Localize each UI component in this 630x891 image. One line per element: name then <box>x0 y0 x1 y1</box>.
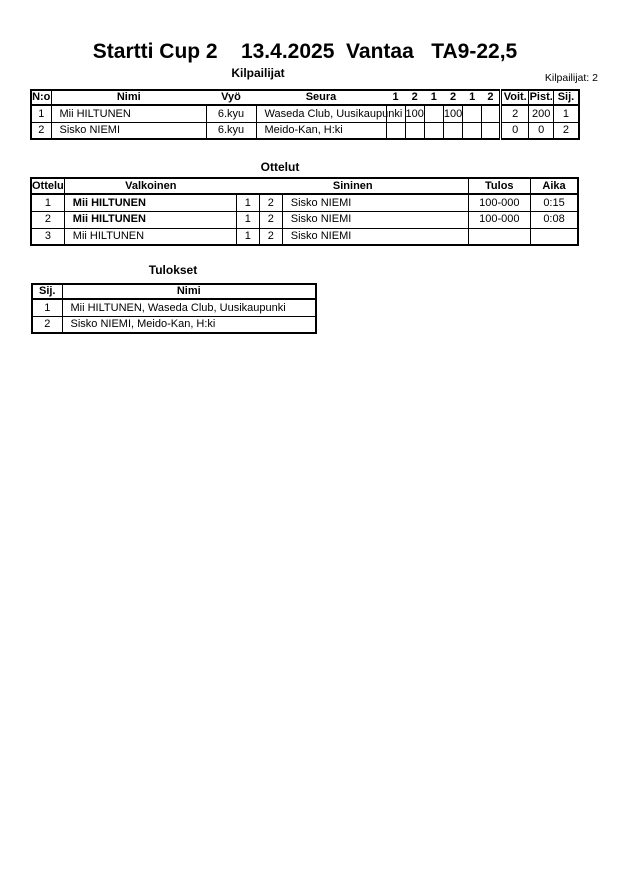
competitor-belt: 6.kyu <box>206 105 256 122</box>
white-number: 1 <box>236 194 259 211</box>
result-row <box>32 299 316 316</box>
place-header: Sij. <box>32 284 62 299</box>
belt-header: Vyö <box>206 90 256 105</box>
score-cell <box>463 105 482 122</box>
results-table <box>31 283 317 334</box>
result-cell <box>468 228 530 245</box>
competitor-row <box>31 122 579 139</box>
points-cell: 0 <box>529 122 554 139</box>
match-row <box>31 211 578 228</box>
result-cell: 100-000 <box>468 211 530 228</box>
competitor-row <box>31 105 579 122</box>
competitors-table <box>30 89 580 140</box>
name-header: Nimi <box>62 284 316 299</box>
time-cell: 0:15 <box>530 194 578 211</box>
white-number: 1 <box>236 211 259 228</box>
score-header: 2 <box>405 90 424 105</box>
white-number: 1 <box>236 228 259 245</box>
result-row <box>32 316 316 333</box>
place-cell: 2 <box>554 122 579 139</box>
competitor-count: Kilpailijat: 2 <box>544 72 598 84</box>
score-cell <box>424 122 443 139</box>
blue-competitor: Sisko NIEMI <box>282 228 468 245</box>
section-title-tulokset: Tulokset <box>148 263 198 277</box>
white-competitor: Mii HILTUNEN <box>64 211 236 228</box>
place-cell: 1 <box>554 105 579 122</box>
match-row <box>31 194 578 211</box>
white-competitor: Mii HILTUNEN <box>64 228 236 245</box>
time-cell: 0:08 <box>530 211 578 228</box>
matches-header-row <box>31 178 578 194</box>
competitors-header-row <box>31 90 579 105</box>
blue-number: 2 <box>259 211 282 228</box>
score-cell <box>424 105 443 122</box>
score-cell: 100 <box>443 105 462 122</box>
points-cell: 200 <box>529 105 554 122</box>
score-header: 1 <box>424 90 443 105</box>
match-number-header: Ottelu <box>31 178 64 194</box>
results-header-row <box>32 284 316 299</box>
score-cell: 100 <box>405 105 424 122</box>
section-title-ottelut: Ottelut <box>260 160 300 174</box>
score-cell <box>405 122 424 139</box>
match-number: 3 <box>31 228 64 245</box>
club-header: Seura <box>256 90 386 105</box>
result-name: Mii HILTUNEN, Waseda Club, Uusikaupunki <box>62 299 316 316</box>
result-place: 2 <box>32 316 62 333</box>
match-row <box>31 228 578 245</box>
score-header: 1 <box>386 90 405 105</box>
match-number: 2 <box>31 211 64 228</box>
white-competitor: Mii HILTUNEN <box>64 194 236 211</box>
blue-competitor: Sisko NIEMI <box>282 211 468 228</box>
score-header: 2 <box>482 90 501 105</box>
competitor-number: 1 <box>31 105 51 122</box>
wins-cell: 0 <box>501 122 529 139</box>
blue-number: 2 <box>259 194 282 211</box>
wins-header: Voit. <box>501 90 529 105</box>
score-cell <box>386 122 405 139</box>
blue-number: 2 <box>259 228 282 245</box>
section-title-kilpailijat: Kilpailijat <box>231 66 285 80</box>
competitor-number: 2 <box>31 122 51 139</box>
result-place: 1 <box>32 299 62 316</box>
score-cell <box>443 122 462 139</box>
competitor-name: Sisko NIEMI <box>51 122 206 139</box>
competitor-club: Meido-Kan, H:ki <box>256 122 386 139</box>
score-cell <box>482 105 501 122</box>
blue-competitor: Sisko NIEMI <box>282 194 468 211</box>
white-blue-header <box>64 178 468 194</box>
score-header: 1 <box>463 90 482 105</box>
points-header: Pist. <box>529 91 553 104</box>
competitor-club: Waseda Club, Uusikaupunki <box>256 105 386 122</box>
no-header: N:o <box>32 91 51 104</box>
score-cell <box>463 122 482 139</box>
matches-table <box>30 177 579 246</box>
blue-header: Sininen <box>332 179 373 192</box>
place-header: Sij. <box>554 90 579 105</box>
name-header: Nimi <box>51 90 206 105</box>
result-cell: 100-000 <box>468 194 530 211</box>
wins-cell: 2 <box>501 105 529 122</box>
competitor-name: Mii HILTUNEN <box>51 105 206 122</box>
white-header: Valkoinen <box>125 179 177 192</box>
match-number: 1 <box>31 194 64 211</box>
result-name: Sisko NIEMI, Meido-Kan, H:ki <box>62 316 316 333</box>
score-cell <box>482 122 501 139</box>
page-title: Startti Cup 2 13.4.2025 Vantaa TA9-22,5 <box>92 40 518 63</box>
score-header: 2 <box>443 90 462 105</box>
result-header: Tulos <box>468 178 530 194</box>
time-cell <box>530 228 578 245</box>
competitor-belt: 6.kyu <box>206 122 256 139</box>
time-header: Aika <box>530 178 578 194</box>
